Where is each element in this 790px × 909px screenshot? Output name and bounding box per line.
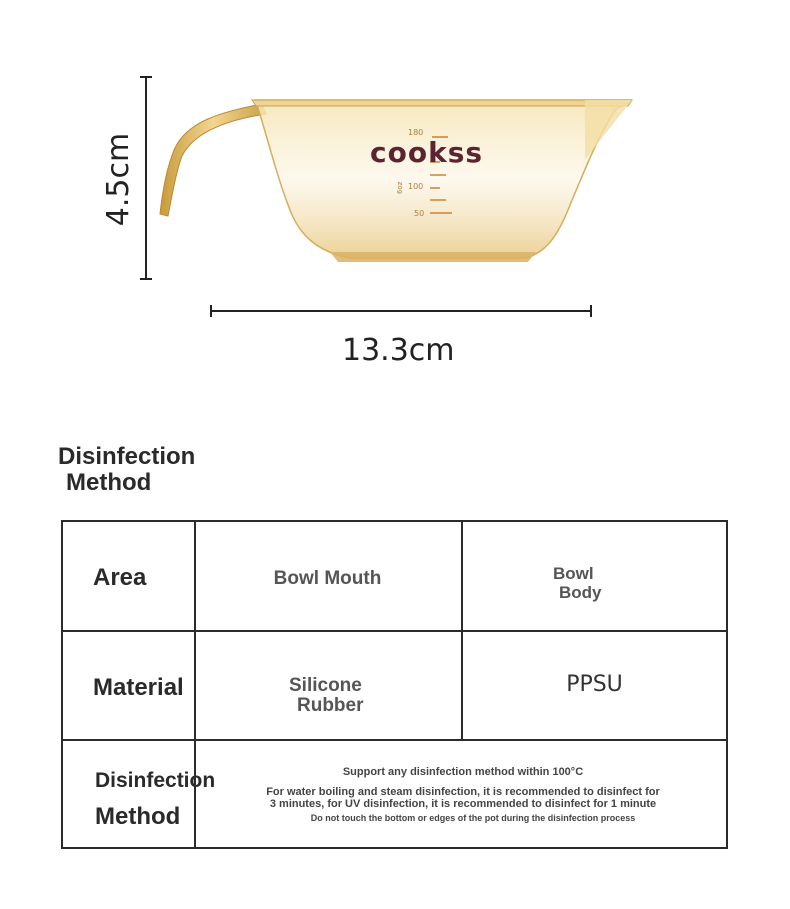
product-figure: [0, 0, 790, 400]
note-caution: Do not touch the bottom or edges of the pot during the disinfection process: [310, 813, 636, 823]
width-dimension-line: [211, 305, 591, 317]
cell-silicone-rubber: [289, 676, 364, 716]
cell-silicone-line2: Rubber: [297, 695, 364, 716]
note-support: Support any disinfection method within 100°C: [342, 766, 584, 778]
height-label: 4.5cm: [101, 132, 137, 227]
scale-mark-50: 50: [414, 209, 425, 218]
cell-bowl-body: [553, 564, 602, 602]
note-recommendation-line2: 3 minutes, for UV disinfection, it is recommended to disinfect for 1 minute: [269, 798, 657, 810]
bowl-base: [330, 252, 536, 262]
row-divider: [63, 739, 726, 741]
note-recommendation-line1: For water boiling and steam disinfection, it is recommended to disinfect for: [266, 786, 660, 798]
cell-bowl-body-line1: Bowl: [553, 564, 594, 583]
row-head-disinfection-line2: Method: [95, 803, 181, 830]
note-recommendation: [203, 786, 723, 810]
height-dimension-line: [140, 77, 152, 279]
scale-unit: 6oz: [396, 181, 404, 194]
bowl-rim: [252, 100, 632, 106]
handle-shape: [160, 104, 266, 216]
scale-mark-180: 180: [408, 128, 424, 137]
row-divider: [63, 630, 726, 632]
column-divider: [461, 522, 463, 739]
cell-silicone-line1: Silicone: [289, 675, 362, 696]
cell-ppsu: PPSU: [566, 672, 623, 697]
cell-bowl-mouth: Bowl Mouth: [273, 568, 382, 589]
row-head-disinfection-method: [95, 763, 215, 835]
cell-bowl-body-line2: Body: [559, 583, 602, 602]
width-label: 13.3cm: [342, 333, 455, 368]
row-head-material: Material: [93, 674, 184, 701]
section-title: [58, 444, 195, 496]
section-title-line1: Disinfection: [58, 443, 196, 470]
row-head-disinfection-line1: Disinfection: [95, 769, 216, 792]
brand-logo: cookss: [370, 136, 484, 169]
bowl-shape: [255, 100, 630, 258]
spec-table: [61, 520, 728, 849]
scale-mark-100: 100: [408, 182, 424, 191]
row-head-area: Area: [93, 564, 147, 591]
section-title-line2: Method: [66, 469, 152, 496]
